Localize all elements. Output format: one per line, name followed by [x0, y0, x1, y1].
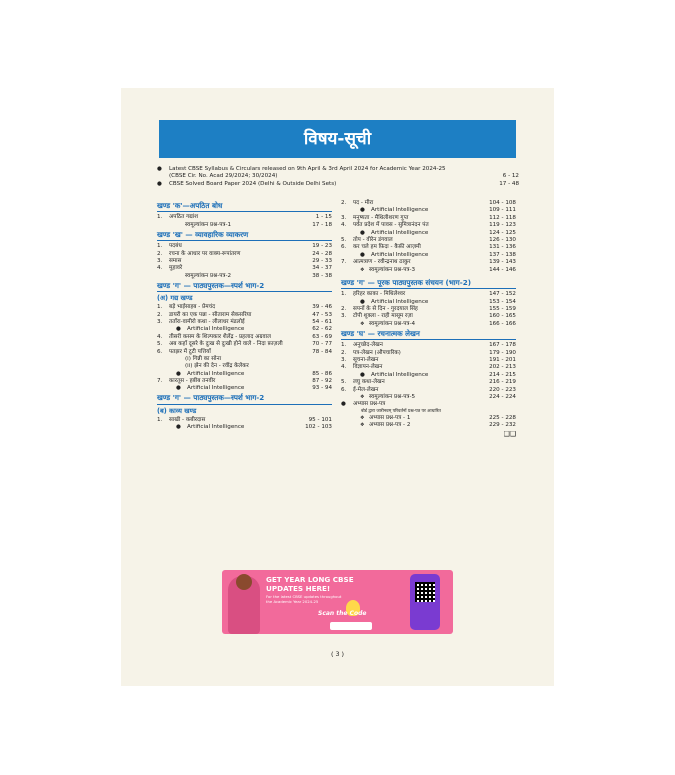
item-text: मुहावरे: [169, 265, 183, 272]
ai-list-item: [157, 385, 332, 392]
item-text: CBSE Solved Board Paper 2024 (Delhi & Outside Delhi Sets): [169, 180, 337, 187]
item-number: 5.: [341, 236, 347, 243]
qr-code-icon[interactable]: [415, 582, 435, 602]
item-text: Artificial Intelligence: [371, 251, 429, 258]
list-item: [341, 259, 516, 266]
bullet-icon: ●: [176, 385, 181, 392]
page-range: 216 - 219: [489, 379, 516, 386]
section-heading: खण्ड 'ख' — व्यावहारिक व्याकरण: [157, 231, 332, 241]
page-title: विषय-सूची: [159, 120, 516, 158]
page-range: 104 - 108: [489, 200, 516, 206]
item-text: तोप - वीरेन डंगवाल: [353, 236, 393, 243]
bullet-icon: ●: [157, 166, 162, 172]
item-text: स्वमूल्यांकन प्रश्न-पत्र-4: [369, 320, 416, 327]
item-text: (i) गिन्नी का सोना: [185, 355, 222, 362]
page-range: 155 - 159: [489, 306, 516, 313]
item-text: Artificial Intelligence: [371, 298, 429, 305]
banner-headline: GET YEAR LONG CBSE UPDATES HERE!: [266, 575, 354, 593]
item-number: 6.: [157, 348, 163, 355]
ai-list-item: [157, 326, 332, 333]
page-range: 63 - 69: [312, 333, 332, 340]
page-range: 202 - 213: [489, 364, 516, 371]
list-item: [157, 265, 332, 272]
end-mark: ❑❑: [503, 429, 516, 438]
book-page: [121, 88, 554, 686]
section-heading: खण्ड 'घ' — रचनात्मक लेखन: [341, 330, 516, 340]
subsection-heading: (ब) काव्य खण्ड: [157, 406, 197, 415]
item-text: सूचना-लेखन: [353, 357, 379, 364]
item-text: पत्र-लेखन (औपचारिक): [353, 349, 401, 356]
item-text: Artificial Intelligence: [371, 371, 429, 378]
list-item: [341, 379, 516, 386]
item-text: स्वमूल्यांकन प्रश्न-पत्र-3: [369, 266, 416, 273]
bullet-icon: ●: [360, 298, 365, 305]
page-range: 70 - 77: [312, 341, 332, 348]
item-text: कर चले हम फ़िदा - कैफ़ी आज़मी: [353, 244, 421, 251]
page-range: 34 - 37: [312, 265, 332, 272]
item-number: 1.: [157, 304, 163, 311]
list-item: [341, 342, 516, 349]
page-range: 224 - 224: [489, 394, 516, 401]
item-text: टोपी शुक्ला - राही मासूम रज़ा: [353, 313, 413, 320]
item-text: Artificial Intelligence: [371, 207, 429, 214]
item-number: 3.: [341, 357, 347, 364]
section-heading: खण्ड 'ग' — पाठ्यपुस्तक—स्पर्श भाग-2: [157, 282, 332, 292]
page-range: 167 - 178: [489, 342, 516, 349]
list-item: [157, 251, 332, 258]
note-text: बोर्ड द्वारा जारीनवम् परिवर्तनों प्रश्न-पत्र पर आधारित: [361, 408, 441, 414]
item-text: पदबंध: [169, 243, 182, 250]
list-item: [341, 364, 516, 371]
item-text: हरिहर काका - मिथिलेश्वर: [353, 291, 406, 298]
page-range: 153 - 154: [489, 298, 516, 305]
item-text: Latest CBSE Syllabus & Circulars released on 9th April & 3rd April 2024 for Academic Year 2024-25: [169, 166, 446, 172]
item-number: 4.: [341, 364, 347, 371]
list-item: [157, 166, 519, 173]
page-range: 62 - 62: [312, 326, 332, 333]
item-text: आत्मत्राण - रवीन्द्रनाथ ठाकुर: [353, 259, 411, 266]
page-range: 109 - 111: [489, 207, 516, 214]
section-heading: खण्ड 'क'—अपठित बोध: [157, 202, 332, 212]
diamond-icon: ❖: [360, 320, 365, 327]
item-number: 4.: [157, 265, 163, 272]
page-range: 124 - 125: [489, 229, 516, 236]
list-item: [157, 214, 332, 221]
item-number: 3.: [341, 214, 347, 221]
page-range: 38 - 38: [312, 272, 332, 279]
list-item: [157, 363, 332, 370]
item-text: स्वमूल्यांकन प्रश्न-पत्र-5: [369, 394, 416, 401]
list-item: [157, 181, 519, 188]
item-number: 3.: [341, 313, 347, 320]
list-item: [157, 173, 519, 180]
page-range: 24 - 28: [312, 250, 332, 257]
item-number: 5.: [157, 341, 163, 348]
page-range: 144 - 146: [489, 266, 516, 273]
item-number: 7.: [157, 378, 163, 385]
ai-list-item: [341, 299, 516, 306]
page-range: 17 - 48: [499, 180, 519, 187]
item-text: Artificial Intelligence: [187, 370, 245, 377]
item-text: तीसरी कसम के शिल्पकार शैलेंद्र - प्रहलाद अग्रवाल: [169, 333, 271, 340]
page-range: 220 - 223: [489, 386, 516, 393]
item-number: 7.: [341, 259, 347, 266]
item-text: अब कहाँ दूसरे के दुःख से दुःखी होने वाले - निदा फ़ाज़ली: [169, 341, 283, 348]
page-range: 147 - 152: [489, 291, 516, 298]
list-item: [157, 349, 332, 356]
list-item: [341, 394, 516, 401]
item-text: पद - मीरा: [353, 200, 374, 206]
page-range: 214 - 215: [489, 371, 516, 378]
item-text: अपठित गद्यांश: [169, 214, 199, 221]
item-text: Artificial Intelligence: [187, 326, 245, 333]
item-number: 2.: [157, 250, 163, 257]
page-range: 85 - 86: [312, 370, 332, 377]
list-item: [341, 313, 516, 320]
bullet-icon: ●: [176, 370, 181, 377]
list-item: [157, 417, 332, 424]
page-range: 166 - 166: [489, 320, 516, 327]
list-item: [341, 237, 516, 244]
section-heading: खण्ड 'ग' — पूरक पाठ्यपुस्तक संचयन (भाग-2): [341, 279, 516, 289]
page-range: 29 - 33: [312, 257, 332, 264]
ai-list-item: [341, 252, 516, 259]
item-number: 6.: [341, 244, 347, 251]
list-item: [157, 341, 332, 348]
spacer: [341, 274, 516, 277]
diamond-icon: ❖: [360, 422, 365, 429]
item-number: 2.: [341, 306, 347, 313]
list-item: [157, 304, 332, 311]
list-item: [157, 312, 332, 319]
bullet-icon: ●: [360, 229, 365, 236]
page-range: 17 - 18: [312, 221, 332, 228]
page-range: 191 - 201: [489, 357, 516, 364]
item-text: ई-मेल-लेखन: [353, 386, 379, 393]
section-heading: खण्ड 'ग' — पाठ्यपुस्तक—स्पर्श भाग-2: [157, 394, 332, 404]
item-text: साखी - कबीरदास: [169, 416, 206, 423]
item-text: बड़े भाईसाहब - प्रेमचंद: [169, 304, 216, 311]
bullet-icon: ●: [157, 180, 162, 187]
page-range: 102 - 103: [305, 424, 332, 431]
item-text: रचना के आधार पर वाक्य-रूपांतरण: [169, 250, 241, 257]
bullet-icon: ●: [360, 207, 365, 214]
ai-list-item: [341, 207, 516, 214]
item-text: स्वमूल्यांकन प्रश्न-पत्र-1: [185, 221, 232, 228]
item-number: 2.: [157, 311, 163, 318]
bullet-icon: ●: [360, 251, 365, 258]
list-item: [341, 244, 516, 251]
page-range: 6 - 12: [502, 173, 519, 180]
page-range: 225 - 228: [489, 414, 516, 421]
page-range: 229 - 232: [489, 422, 516, 429]
item-number: 4.: [157, 333, 163, 340]
item-number: 6.: [341, 386, 347, 393]
page-range: 160 - 165: [489, 313, 516, 320]
right-column: [341, 200, 516, 438]
list-item: [341, 350, 516, 357]
list-item: [157, 334, 332, 341]
item-text: पतझर में टूटी पत्तियाँ: [169, 348, 211, 355]
item-text: (CBSE Cir. No. Acad 29/2024; 30/2024): [169, 173, 278, 180]
item-number: 1.: [157, 416, 163, 423]
list-item: [341, 357, 516, 364]
bullet-icon: ●: [176, 326, 181, 333]
promo-banner[interactable]: [222, 570, 453, 634]
page-range: 131 - 136: [489, 244, 516, 251]
item-number: 5.: [341, 379, 347, 386]
item-text: (ii) झेन की देन - रवींद्र केलेकर: [185, 363, 249, 370]
bullet-icon: ●: [360, 371, 365, 378]
left-column: [157, 200, 332, 432]
page-range: 112 - 118: [489, 214, 516, 221]
list-item: [341, 387, 516, 394]
list-item: [157, 243, 332, 250]
list-item: [157, 319, 332, 326]
book-icon: [330, 622, 372, 630]
item-text: पर्वत प्रदेश में पावस - सुमित्रानंदन पंत: [353, 222, 429, 229]
page-range: 93 - 94: [312, 385, 332, 392]
banner-subtext: For the latest CBSE updates throughout the Academic Year 2024-25: [266, 594, 342, 604]
page-range: 126 - 130: [489, 236, 516, 243]
diamond-icon: ❖: [360, 266, 365, 273]
item-text: डायरी का एक पन्ना - सीताराम सेकसरिया: [169, 311, 252, 318]
girl-head-illustration: [236, 574, 252, 590]
list-item: [341, 401, 516, 408]
list-item: [341, 215, 516, 222]
list-item: [341, 422, 516, 429]
list-item: [341, 222, 516, 229]
item-text: सपनों के से दिन - गुरदयाल सिंह: [353, 306, 418, 313]
item-text: विज्ञापन-लेखन: [353, 364, 383, 371]
ai-list-item: [341, 230, 516, 237]
page-range: 78 - 84: [312, 348, 332, 355]
list-item: [157, 378, 332, 385]
list-item: [157, 258, 332, 265]
item-number: 3.: [157, 318, 163, 325]
diamond-icon: ❖: [360, 414, 365, 421]
item-number: 4.: [341, 222, 347, 229]
list-item: [341, 415, 516, 422]
list-item: [341, 200, 516, 207]
item-text: अनुच्छेद-लेखन: [353, 342, 383, 349]
page-range: 19 - 23: [312, 243, 332, 250]
item-text: कारतूस - हबीब तनवीर: [169, 378, 216, 385]
item-text: तताँरा-वामीरो कथा - लीलाधर मंडलोई: [169, 318, 245, 325]
top-list: [157, 166, 519, 188]
item-text: मनुष्यता - मैथिलीशरण गुप्त: [353, 214, 409, 221]
item-text: Artificial Intelligence: [187, 424, 245, 431]
item-number: 1.: [157, 243, 163, 250]
page-range: 119 - 123: [489, 222, 516, 229]
page-range: 137 - 138: [489, 251, 516, 258]
item-number: 1.: [157, 214, 163, 221]
list-item: [341, 321, 516, 328]
item-number: 2.: [341, 200, 347, 206]
page-number: ( 3 ): [330, 650, 345, 658]
subsection-heading: (अ) गद्य खण्ड: [157, 294, 193, 303]
page-range: 87 - 92: [312, 378, 332, 385]
ai-list-item: [157, 424, 332, 431]
scan-label: Scan the Code: [318, 610, 367, 617]
page-range: 179 - 190: [489, 349, 516, 356]
ai-list-item: [157, 371, 332, 378]
diamond-icon: ❖: [360, 394, 365, 401]
item-text: स्वमूल्यांकन प्रश्न-पत्र-2: [185, 272, 232, 279]
item-text: लघु कथा-लेखन: [353, 379, 385, 386]
list-item: [157, 356, 332, 363]
item-text: अभ्यास प्रश्न-पत्र - 2: [369, 422, 411, 429]
item-number: 3.: [157, 257, 163, 264]
bullet-icon: ●: [176, 424, 181, 431]
page-range: 39 - 46: [312, 304, 332, 311]
bullet-icon: ●: [341, 401, 346, 408]
item-text: अभ्यास प्रश्न-पत्र: [353, 401, 386, 408]
item-text: Artificial Intelligence: [187, 385, 245, 392]
page-range: 47 - 53: [312, 311, 332, 318]
page-range: 54 - 61: [312, 318, 332, 325]
item-text: अभ्यास प्रश्न-पत्र - 1: [369, 414, 411, 421]
item-text: Artificial Intelligence: [371, 229, 429, 236]
item-number: 2.: [341, 349, 347, 356]
ai-list-item: [341, 372, 516, 379]
page-range: 139 - 143: [489, 259, 516, 266]
item-text: समास: [169, 257, 182, 264]
page-range: 95 - 101: [308, 416, 332, 423]
list-item: [341, 267, 516, 274]
item-number: 1.: [341, 342, 347, 349]
list-item: [157, 273, 332, 280]
page-range: 1 - 15: [315, 214, 332, 221]
item-number: 1.: [341, 291, 347, 298]
list-item: [341, 291, 516, 298]
list-item: [157, 222, 332, 229]
